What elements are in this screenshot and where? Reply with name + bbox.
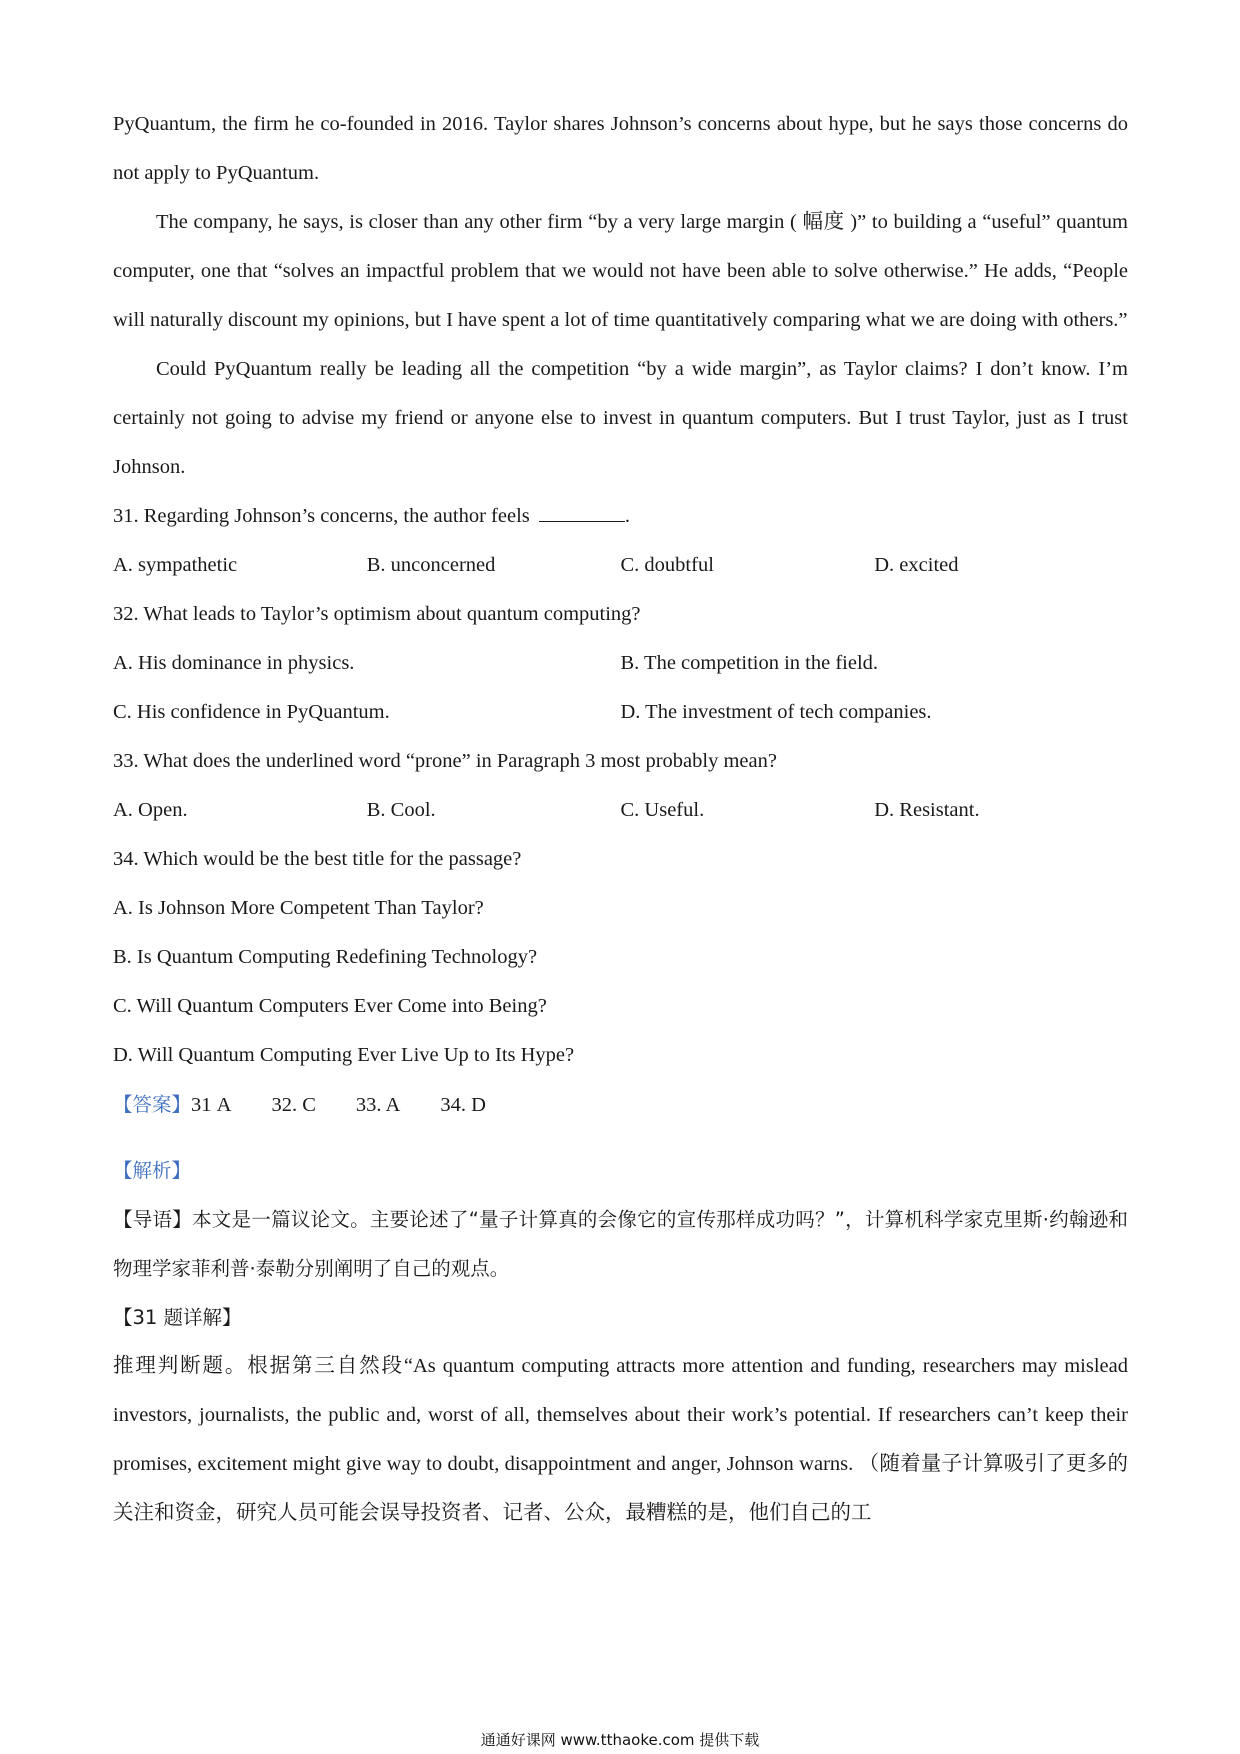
analysis-label: 【解析】 bbox=[113, 1159, 192, 1182]
option-a: A. sympathetic bbox=[113, 554, 238, 576]
option-c: C. His confidence in PyQuantum. bbox=[113, 701, 390, 723]
option-c: C. Useful. bbox=[620, 799, 705, 821]
document-page bbox=[113, 100, 1128, 1538]
option-b: B. The competition in the field. bbox=[620, 652, 879, 674]
option-d: D. Resistant. bbox=[874, 799, 980, 821]
option-a: A. Open. bbox=[113, 799, 188, 821]
question-32-stem: 32. What leads to Taylor’s optimism about quantum computing? bbox=[113, 603, 641, 625]
question-32-options-row-2 bbox=[113, 688, 1128, 737]
passage-paragraph: The company, he says, is closer than any other firm “by a very large margin ( 幅度 )” to building a “useful” quantum computer, one that “solves an impactful problem that we would not have been able to solve otherwise.” He adds, “People will naturally discount my opinions, but I have spent a lot of time quantitatively comparing what we are doing with others.” bbox=[113, 211, 1128, 331]
intro-label: 【导语】 bbox=[113, 1208, 193, 1231]
answer-label: 【答案】 bbox=[113, 1093, 192, 1116]
option-b: B. Cool. bbox=[366, 799, 436, 821]
answer-item: 34. D bbox=[440, 1094, 486, 1116]
option-b: B. Is Quantum Computing Redefining Technology? bbox=[113, 946, 538, 968]
option-b: B. unconcerned bbox=[366, 554, 496, 576]
intro-text: 本文是一篇议论文。主要论述了“量子计算真的会像它的宣传那样成功吗？”，计算机科学家克里斯·约翰逊和物理学家菲利普·泰勒分别阐明了自己的观点。 bbox=[113, 1208, 1128, 1280]
q31-detail-label: 【31 题详解】 bbox=[113, 1306, 242, 1329]
option-a: A. His dominance in physics. bbox=[113, 652, 355, 674]
option-d: D. Will Quantum Computing Ever Live Up to Its Hype? bbox=[113, 1044, 575, 1066]
question-32-options-row-1 bbox=[113, 639, 1128, 688]
option-c: C. Will Quantum Computers Ever Come into Being? bbox=[113, 995, 547, 1017]
question-31-stem bbox=[113, 492, 1128, 541]
option-d: D. excited bbox=[874, 554, 959, 576]
answer-item: 33. A bbox=[355, 1094, 401, 1116]
question-stem-text: 31. Regarding Johnson’s concerns, the author feels bbox=[113, 505, 530, 527]
answer-item: 31 A bbox=[191, 1094, 232, 1116]
option-c: C. doubtful bbox=[620, 554, 714, 576]
passage-paragraph-continuation: PyQuantum, the firm he co-founded in 2016. Taylor shares Johnson’s concerns about hype, but he says those concerns do not apply to PyQuantum. bbox=[113, 113, 1128, 184]
answer-blank bbox=[539, 503, 625, 522]
question-stem-end: . bbox=[624, 505, 630, 527]
answer-row bbox=[113, 1080, 1128, 1130]
question-34-stem: 34. Which would be the best title for the passage? bbox=[113, 848, 522, 870]
option-a: A. Is Johnson More Competent Than Taylor? bbox=[113, 897, 484, 919]
page-footer: 通通好课网 www.tthaoke.com 提供下载 bbox=[480, 1731, 760, 1749]
question-31-options bbox=[113, 541, 1128, 590]
question-33-stem: 33. What does the underlined word “prone” in Paragraph 3 most probably mean? bbox=[113, 750, 777, 772]
answer-item: 32. C bbox=[271, 1094, 316, 1116]
q31-detail-text: 推理判断题。根据第三自然段“As quantum computing attracts more attention and funding, researchers may mislead investors, journalists, the public and, worst of all, themselves about their work’s potential. If researchers can’t keep their promises, excitement might give way to doubt, disappointment and anger, Johnson warns. （随着量子计算吸引了更多的关注和资金，研究人员可能会误导投资者、记者、公众，最糟糕的是，他们自己的工 bbox=[113, 1355, 1128, 1524]
question-33-options bbox=[113, 786, 1128, 835]
passage-paragraph: Could PyQuantum really be leading all the competition “by a wide margin”, as Taylor claims? I don’t know. I’m certainly not going to advise my friend or anyone else to invest in quantum computers. But I trust Taylor, just as I trust Johnson. bbox=[113, 358, 1128, 478]
option-d: D. The investment of tech companies. bbox=[620, 701, 932, 723]
analysis-intro bbox=[113, 1195, 1128, 1293]
